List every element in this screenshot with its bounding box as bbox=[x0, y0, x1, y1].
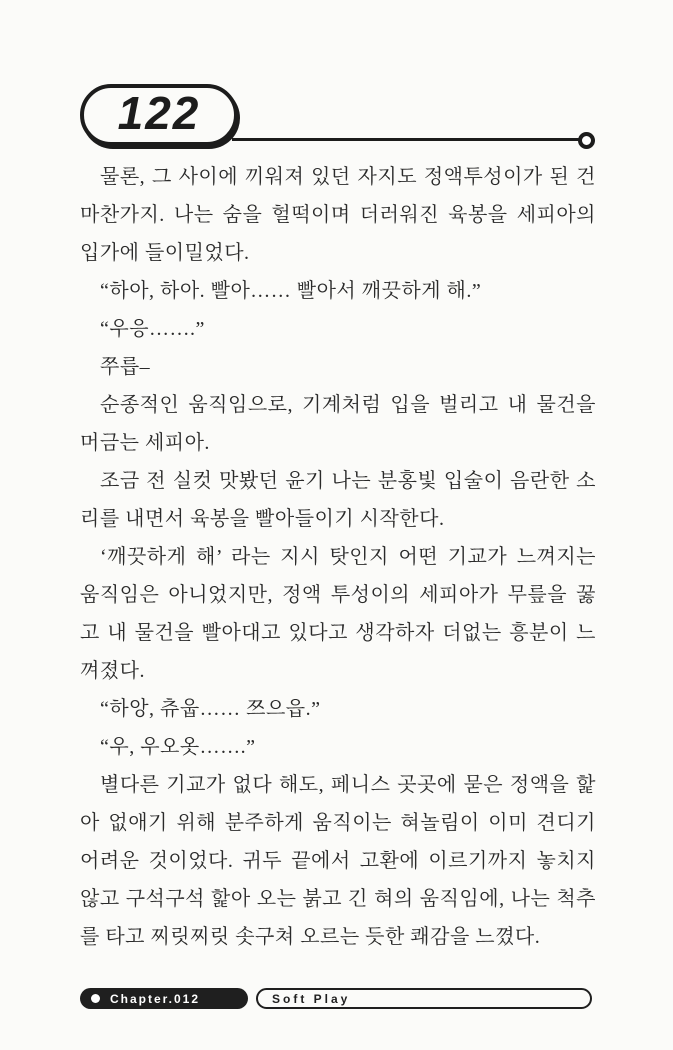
text-line: ‘깨끗하게 해’ 라는 지시 탓인지 어떤 기교가 느껴지는 bbox=[100, 546, 596, 568]
text-line: 리를 내면서 육봉을 빨아들이기 시작한다. bbox=[80, 508, 445, 530]
text-line: 어려운 것이었다. 귀두 끝에서 고환에 이르기까지 놓치지 bbox=[80, 850, 596, 872]
section-label: Soft Play bbox=[272, 991, 351, 1006]
page-footer bbox=[0, 988, 673, 1012]
text-line: “우응…….” bbox=[100, 318, 205, 340]
chapter-badge bbox=[80, 988, 248, 1009]
text-line: 아 없애기 위해 분주하게 움직이는 혀놀림이 이미 견디기 bbox=[80, 812, 596, 834]
body-text bbox=[80, 158, 596, 956]
text-line: 머금는 세피아. bbox=[80, 432, 210, 454]
section-badge bbox=[256, 988, 592, 1009]
text-line: 마찬가지. 나는 숨을 헐떡이며 더러워진 육봉을 세피아의 bbox=[80, 204, 596, 226]
text-line: 물론, 그 사이에 끼워져 있던 자지도 정액투성이가 된 건 bbox=[100, 166, 596, 188]
text-line: 쭈릅– bbox=[100, 356, 151, 378]
text-line: 입가에 들이밀었다. bbox=[80, 242, 250, 264]
text-line: 순종적인 움직임으로, 기계처럼 입을 벌리고 내 물건을 bbox=[100, 394, 596, 416]
header-ring-icon bbox=[578, 132, 595, 149]
text-line: 고 내 물건을 빨아대고 있다고 생각하자 더없는 흥분이 느 bbox=[80, 622, 596, 644]
chapter-label: Chapter.012 bbox=[110, 991, 201, 1006]
header-rule-line bbox=[232, 138, 584, 141]
page-number: 122 bbox=[117, 87, 201, 139]
text-line: 별다른 기교가 없다 해도, 페니스 곳곳에 묻은 정액을 핥 bbox=[100, 774, 596, 796]
text-line: 조금 전 실컷 맛봤던 윤기 나는 분홍빛 입술이 음란한 소 bbox=[100, 470, 596, 492]
page-number-box bbox=[80, 84, 238, 146]
text-line: 움직임은 아니었지만, 정액 투성이의 세피아가 무릎을 꿇 bbox=[80, 584, 596, 606]
text-line: “하아, 하아. 빨아…… 빨아서 깨끗하게 해.” bbox=[100, 280, 482, 302]
text-line: 않고 구석구석 핥아 오는 붉고 긴 혀의 움직임에, 나는 척추 bbox=[80, 888, 596, 910]
chapter-dot-icon bbox=[91, 994, 100, 1003]
text-line: 를 타고 찌릿찌릿 솟구쳐 오르는 듯한 쾌감을 느꼈다. bbox=[80, 926, 541, 948]
text-line: “우, 우오옷…….” bbox=[100, 736, 256, 758]
text-line: “하앙, 츄웁…… 쯔으읍.” bbox=[100, 698, 321, 720]
text-line: 껴졌다. bbox=[80, 660, 145, 682]
